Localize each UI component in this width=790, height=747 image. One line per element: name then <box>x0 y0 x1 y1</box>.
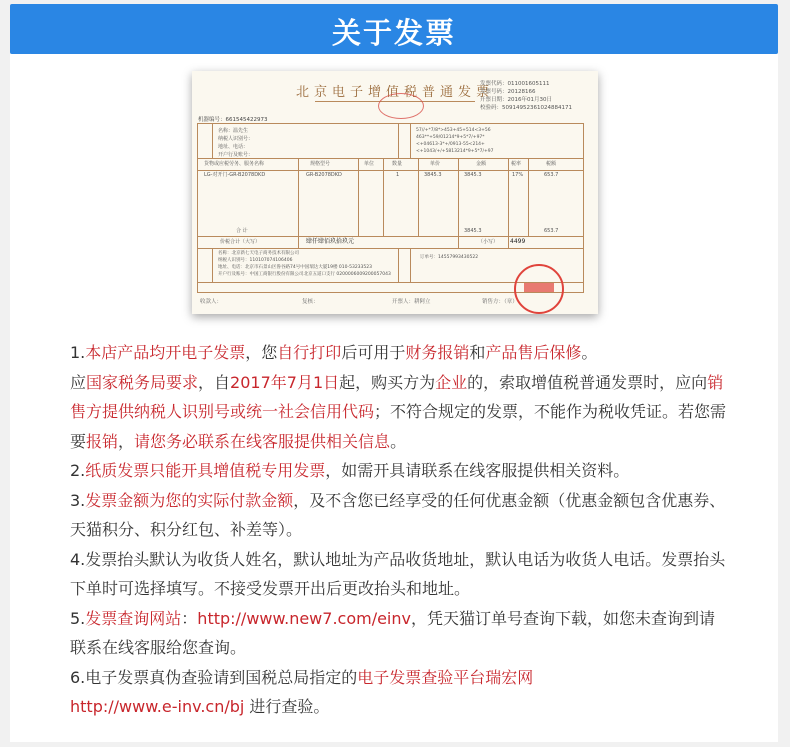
seller-bank: 开户行及账号：中国工商银行股份有限公司北京五道口支行 0200006009200057043 <box>218 272 391 277</box>
item-header-spec: 规格型号 <box>310 161 331 167</box>
col-line <box>212 248 213 282</box>
note-text: ，及不含您已经享受的任何优惠金额（优惠金额包含优惠券、天猫积分、积分红包、补差等）。 <box>70 490 726 539</box>
invoice-code: 发票代码：011001605111 <box>480 81 550 87</box>
invoice-notes <box>70 338 730 722</box>
note-text: 起，购买方为 <box>339 372 436 392</box>
drawer-name: 耕阿立 <box>414 299 431 305</box>
invoice-number: 发票号码：20128166 <box>480 89 536 95</box>
note-6 <box>70 663 730 722</box>
note-text: ；不符合规定的发票，不能作为税收凭证。若您需要 <box>70 402 727 451</box>
cipher-line: <+1043/+/+5813214*9+5*7/+97 <box>416 149 494 154</box>
note-text: 6.电子发票真伪查验请到国税总局指定的 <box>70 667 358 687</box>
note-highlight: 自行打印 <box>277 343 342 362</box>
note-highlight: 2017年7月1日 <box>230 372 340 392</box>
note-text: 。 <box>581 343 598 362</box>
note-2 <box>70 456 730 486</box>
note-text: 3. <box>70 490 86 510</box>
total-small: 4499 <box>510 238 526 245</box>
item-name: LG-对开门-GR-B2078DKD <box>204 172 266 178</box>
note-highlight: 本店产品均开电子发票 <box>85 343 246 362</box>
note-text: ， <box>118 431 135 451</box>
col-line <box>410 248 411 282</box>
header-banner <box>10 4 778 54</box>
invoice-meta <box>480 80 572 112</box>
cipher-line: 57//+*7/8*>453+45+514<3+56 <box>416 128 491 133</box>
note-text: 。 <box>390 431 407 451</box>
buyer-bank-label: 开户行及账号： <box>218 152 254 158</box>
buyer-tax-label: 纳税人识别号： <box>218 136 254 142</box>
note-highlight: 发票金额为您的实际付款金额 <box>85 490 294 510</box>
row-line <box>198 236 583 237</box>
note-3 <box>70 486 730 545</box>
subtotal-label: 合 计 <box>236 228 248 234</box>
note-text: ，自 <box>198 372 231 392</box>
item-header-tax: 税额 <box>546 161 557 167</box>
note-tax-rule <box>70 368 730 457</box>
item-tax: 653.7 <box>544 172 559 178</box>
col-line <box>398 124 399 158</box>
note-highlight: 国家税务局要求 <box>86 372 199 392</box>
tax-seal <box>378 93 424 119</box>
note-highlight: 企业 <box>435 372 468 392</box>
note-text: 5. <box>70 608 86 628</box>
note-highlight: 销售方提供纳税人识别号或统一社会信用代码 <box>70 372 724 421</box>
col-line <box>458 158 459 248</box>
total-small-label: （小写） <box>478 239 499 245</box>
invoice-check-code: 校验码：50914952361024884171 <box>480 105 572 111</box>
item-header-price: 单价 <box>430 161 441 167</box>
item-header-name: 货物或应税劳务、服务名称 <box>204 161 265 167</box>
total-upper: 肆仟肆佰玖拾玖元 <box>306 238 355 245</box>
note-text: 进行查验。 <box>244 697 330 716</box>
invoice-sample-image <box>192 71 598 314</box>
invoice-title: 北京电子增值税普通发票 <box>295 85 494 100</box>
payee-label: 收款人： <box>200 299 223 305</box>
note-text: ，如需开具请联系在线客服提供相关资料。 <box>325 461 630 480</box>
note-text: 2. <box>70 461 86 480</box>
note-highlight: 电子发票查验平台瑞宏网 <box>357 667 534 687</box>
item-header-rate: 税率 <box>511 161 522 167</box>
col-line <box>418 158 419 236</box>
note-text: 应 <box>70 372 87 392</box>
note-text: ，凭天猫订单号查询下载，如您未查询到请联系在线客服给您查询。 <box>70 608 715 657</box>
note-1 <box>70 338 730 368</box>
note-4: 4.发票抬头默认为收货人姓名，默认地址为产品收货地址，默认电话为收货人电话。发票抬头下单时可选择填写。不接受发票开出后更改抬头和地址。 <box>70 549 726 598</box>
note-highlight: 发票查询网站 <box>85 608 182 628</box>
item-qty: 1 <box>396 172 400 178</box>
seller-name: 名称：北京新七天电子商务技术有限公司 <box>218 251 299 256</box>
col-line <box>298 158 299 248</box>
item-rate: 17% <box>512 172 524 178</box>
row-line <box>198 158 583 159</box>
verify-site-link[interactable]: http://www.e-inv.cn/bj <box>70 697 245 716</box>
buyer-block <box>218 127 253 159</box>
note-highlight: 请您务必联系在线客服提供相关信息 <box>134 431 391 451</box>
col-line <box>358 158 359 236</box>
remark: 订单号：14557993430522 <box>420 255 479 260</box>
buyer-name: 温先生 <box>233 128 249 134</box>
item-header-qty: 数量 <box>392 161 403 167</box>
note-text: ： <box>181 608 198 628</box>
note-highlight: 报销 <box>86 431 119 451</box>
col-line <box>508 158 509 248</box>
col-line <box>528 158 529 236</box>
query-site-link[interactable]: http://www.new7.com/einv <box>197 608 411 628</box>
drawer <box>392 297 431 305</box>
machine-number: 机器编号：661545422973 <box>198 117 268 123</box>
item-amount: 3845.3 <box>464 172 482 178</box>
note-text: 和 <box>469 343 486 362</box>
note-highlight: 产品售后保修 <box>485 343 582 362</box>
buyer-label: 名称： <box>218 128 234 134</box>
cipher-line: <+04613-3*+/0913-55<214+ <box>416 142 485 147</box>
col-line <box>212 124 213 158</box>
drawer-label: 开票人： <box>392 299 415 305</box>
buyer-address-label: 地址、电话： <box>218 144 249 150</box>
item-price: 3845.3 <box>424 172 442 178</box>
cipher-line: 463**+59/01214*9+5*7/+97* <box>416 135 485 140</box>
note-text: 后可用于 <box>341 343 406 362</box>
seller-block <box>218 250 391 278</box>
item-header-amount: 金额 <box>476 161 487 167</box>
seller-stamp-label: 销售方：（章） <box>482 299 518 305</box>
subtotal-tax: 653.7 <box>544 228 559 234</box>
note-text: ，您 <box>245 343 278 362</box>
seller-address: 地址、电话：北京市石景山区鲁谷路74号中国瑞达大厦19楼 010-53233523 <box>218 265 372 270</box>
seller-tax: 纳税人识别号：110107074106406 <box>218 258 293 263</box>
note-text: 1. <box>70 343 86 362</box>
col-line <box>410 124 411 158</box>
item-header-unit: 单位 <box>364 161 375 167</box>
total-label: 价税合计（大写） <box>220 239 261 245</box>
page-title: 关于发票 <box>331 16 456 50</box>
subtotal-amount: 3845.3 <box>464 228 482 234</box>
cipher-block <box>416 127 493 155</box>
note-highlight: 纸质发票只能开具增值税专用发票 <box>85 461 326 480</box>
item-spec: GR-B2078DKD <box>306 172 342 178</box>
seller-stamp <box>514 264 564 314</box>
reviewer-label: 复核： <box>302 299 319 305</box>
stamp-band <box>524 283 554 292</box>
invoice-date: 开票日期：2016年01月30日 <box>480 97 552 103</box>
col-line <box>398 248 399 282</box>
col-line <box>383 158 384 236</box>
row-line <box>198 248 583 249</box>
note-5 <box>70 604 730 663</box>
note-highlight: 财务报销 <box>405 343 470 362</box>
note-text: 的，索取增值税普通发票时，应向 <box>467 372 708 392</box>
